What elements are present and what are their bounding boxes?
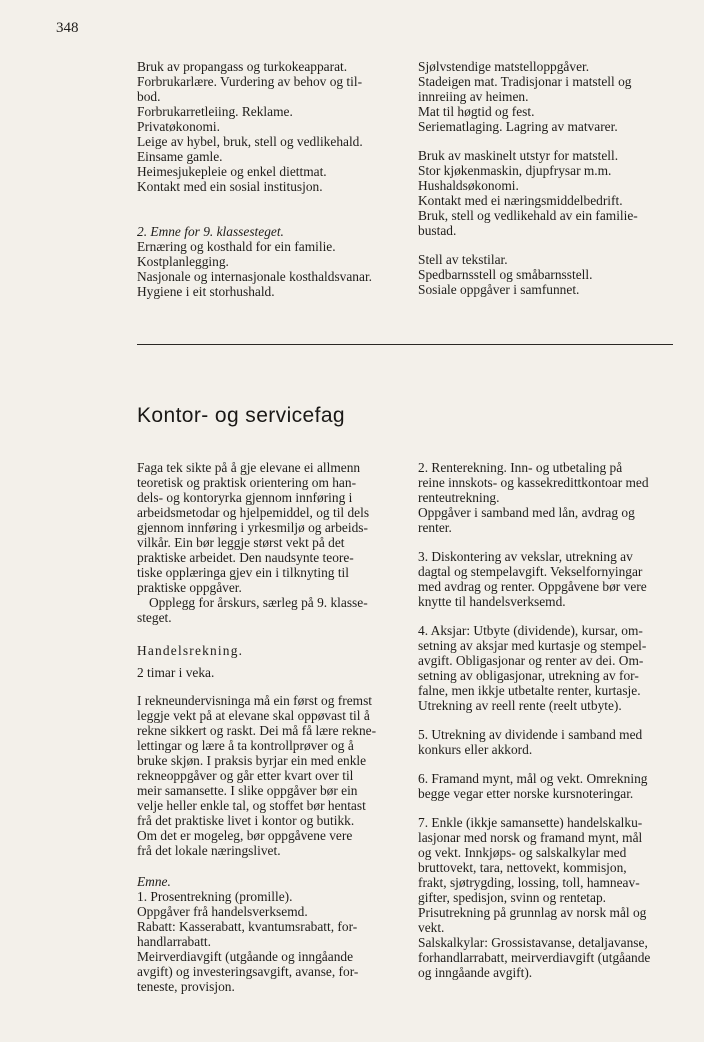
text-line: med avdrag og renter. Oppgåvene bør vere [418,579,647,594]
bottom-right-column [418,460,650,980]
text-line: avgift. Obligasjonar og renter av dei. Om- [418,653,644,668]
text-line: falne, men ikkje utbetalte renter, kurtasje. [418,683,641,698]
text-line: innreiing av heimen. [418,89,529,104]
text-line: Seriematlaging. Lagring av matvarer. [418,119,618,134]
text-line: Ernæring og kosthald for ein familie. [137,239,336,254]
text-line: renteutrekning. [418,490,500,505]
text-line: 6. Framand mynt, mål og vekt. Omrekning [418,771,648,786]
text-line: handlarrabatt. [137,934,211,949]
top-left-column [137,59,363,194]
text-line: Hygiene i eit storhushald. [137,284,275,299]
top-right-column [418,59,638,297]
text-line: setning av aksjar med kurtasje og stempel- [418,638,647,653]
text-line: dagtal og stempelavgift. Vekselfornyingar [418,564,643,579]
text-line: Kontakt med ein sosial institusjon. [137,179,323,194]
text-line: 7. Enkle (ikkje samansette) handelskalku- [418,815,643,830]
handels-hours: 2 timar i veka. [137,665,215,680]
text-line: bruke skjøn. I praksis byrjar ein med enkle [137,753,367,768]
text-line: rekne sikkert og raskt. Dei må få lære rekne- [137,723,377,738]
text-line: reine innskots- og kassekredittkontoar med [418,475,649,490]
emne-heading: Emne. [137,874,171,889]
text-line: teneste, provisjon. [137,979,235,994]
text-line: bod. [137,89,161,104]
text-line: forhandlarrabatt, meirverdiavgift (utgåande [418,950,651,965]
text-line: 4. Aksjar: Utbyte (dividende), kursar, om- [418,623,643,638]
text-line: Bruk av maskinelt utstyr for matstell. [418,148,619,163]
section-title: Kontor- og servicefag [137,404,346,427]
text-line: Privatøkonomi. [137,119,220,134]
text-line: Oppgåver i samband med lån, avdrag og [418,505,635,520]
text-line: Prisutrekning på grunnlag av norsk mål og [418,905,647,920]
text-line: lasjonar med norsk og framand mynt, mål [418,830,643,845]
text-line: frå det lokale næringslivet. [137,843,281,858]
text-line: Bruk, stell og vedlikehald av ein familie- [418,208,638,223]
section-divider [137,344,673,345]
text-line: konkurs eller akkord. [418,742,533,757]
text-line: Sjølvstendige matstelloppgåver. [418,59,590,74]
text-line: Kontakt med ei næringsmiddelbedrift. [418,193,623,208]
text-line: dels- og kontoryrka gjennom innføring i [137,490,353,505]
text-line: leggje vekt på at elevane skal oppøvast til å [137,708,370,723]
text-line: Opplegg for årskurs, særleg på 9. klasse- [149,595,368,610]
text-line: Faga tek sikte på å gje elevane ei allmenn [137,460,361,475]
text-line: begge vegar etter norske kursnoteringar. [418,786,634,801]
text-line: avgift) og investeringsavgift, avanse, for- [137,964,359,979]
text-line: tiske opplæringa gjev ein i tilknyting til [137,565,350,580]
emne9-section [137,224,372,299]
text-line: Stor kjøkenmaskin, djupfrysar m.m. [418,163,612,178]
text-line: vekt. [418,920,445,935]
text-line: renter. [418,520,452,535]
text-line: bustad. [418,223,457,238]
text-line: velje heller enkle tal, og stoffet bør hentast [137,798,366,813]
text-line: teoretisk og praktisk orientering om han- [137,475,357,490]
text-line: og vekt. Innkjøps- og salskalkylar med [418,845,627,860]
text-line: Oppgåver frå handelsverksemd. [137,904,308,919]
text-line: I rekneundervisninga må ein først og fremst [137,693,373,708]
text-line: Einsame gamle. [137,149,223,164]
text-line: Mat til høgtid og fest. [418,104,535,119]
text-line: 1. Prosentrekning (promille). [137,889,293,904]
text-line: Spedbarnsstell og småbarnsstell. [418,267,593,282]
text-line: knytte til handelsverksemd. [418,594,566,609]
text-line: 5. Utrekning av dividende i samband med [418,727,643,742]
text-line: praktiske oppgåver. [137,580,242,595]
text-line: rekneoppgåver og går etter kvart over til [137,768,354,783]
bottom-left-column [137,460,376,994]
text-line: Forbrukarlære. Vurdering av behov og til- [137,74,363,89]
text-line: Sosiale oppgåver i samfunnet. [418,282,580,297]
text-line: gjennom innføring i yrkesmiljø og arbeids- [137,520,368,535]
text-line: praktiske arbeidet. Den naudsynte teore- [137,550,354,565]
text-line: bruttovekt, tara, nettovekt, kommisjon, [418,860,627,875]
text-line: Heimesjukepleie og enkel diettmat. [137,164,327,179]
text-line: Bruk av propangass og turkokeapparat. [137,59,348,74]
handels-heading: Handelsrekning. [137,643,244,658]
text-line: 2. Renterekning. Inn- og utbetaling på [418,460,623,475]
text-line: frakt, sjøtrygding, lossing, toll, hamneav- [418,875,640,890]
text-line: gifter, spedisjon, svinn og rentetap. [418,890,607,905]
text-line: setning av obligasjonar, utrekning av for- [418,668,639,683]
page-number: 348 [56,20,79,36]
emne9-heading: 2. Emne for 9. klassesteget. [137,224,284,239]
text-line: Forbrukarretleiing. Reklame. [137,104,293,119]
text-line: Utrekning av reell rente (reelt utbyte). [418,698,622,713]
text-line: meir samansette. I slike oppgåver bør ein [137,783,358,798]
text-line: Nasjonale og internasjonale kosthaldsvanar. [137,269,373,284]
text-line: Kostplanlegging. [137,254,229,269]
text-line: Om det er mogeleg, bør oppgåvene vere [137,828,353,843]
text-line: arbeidsmetodar og hjelpemiddel, og til dels [137,505,370,520]
text-line: Hushaldsøkonomi. [418,178,519,193]
text-line: Rabatt: Kasserabatt, kvantumsrabatt, for- [137,919,358,934]
text-line: Stadeigen mat. Tradisjonar i matstell og [418,74,632,89]
text-line: frå det praktiske livet i kontor og butikk. [137,813,355,828]
text-line: Meirverdiavgift (utgåande og inngåande [137,949,354,964]
text-line: Leige av hybel, bruk, stell og vedlikehald. [137,134,363,149]
text-line: 3. Diskontering av vekslar, utrekning av [418,549,633,564]
text-line: og inngåande avgift). [418,965,533,980]
text-line: Salskalkylar: Grossistavanse, detaljavanse, [418,935,648,950]
text-line: lettingar og lære å ta kontrollprøver og å [137,738,354,753]
text-line: steget. [137,610,172,625]
text-line: Stell av tekstilar. [418,252,508,267]
text-line: vilkår. Ein bør leggje størst vekt på det [137,535,345,550]
